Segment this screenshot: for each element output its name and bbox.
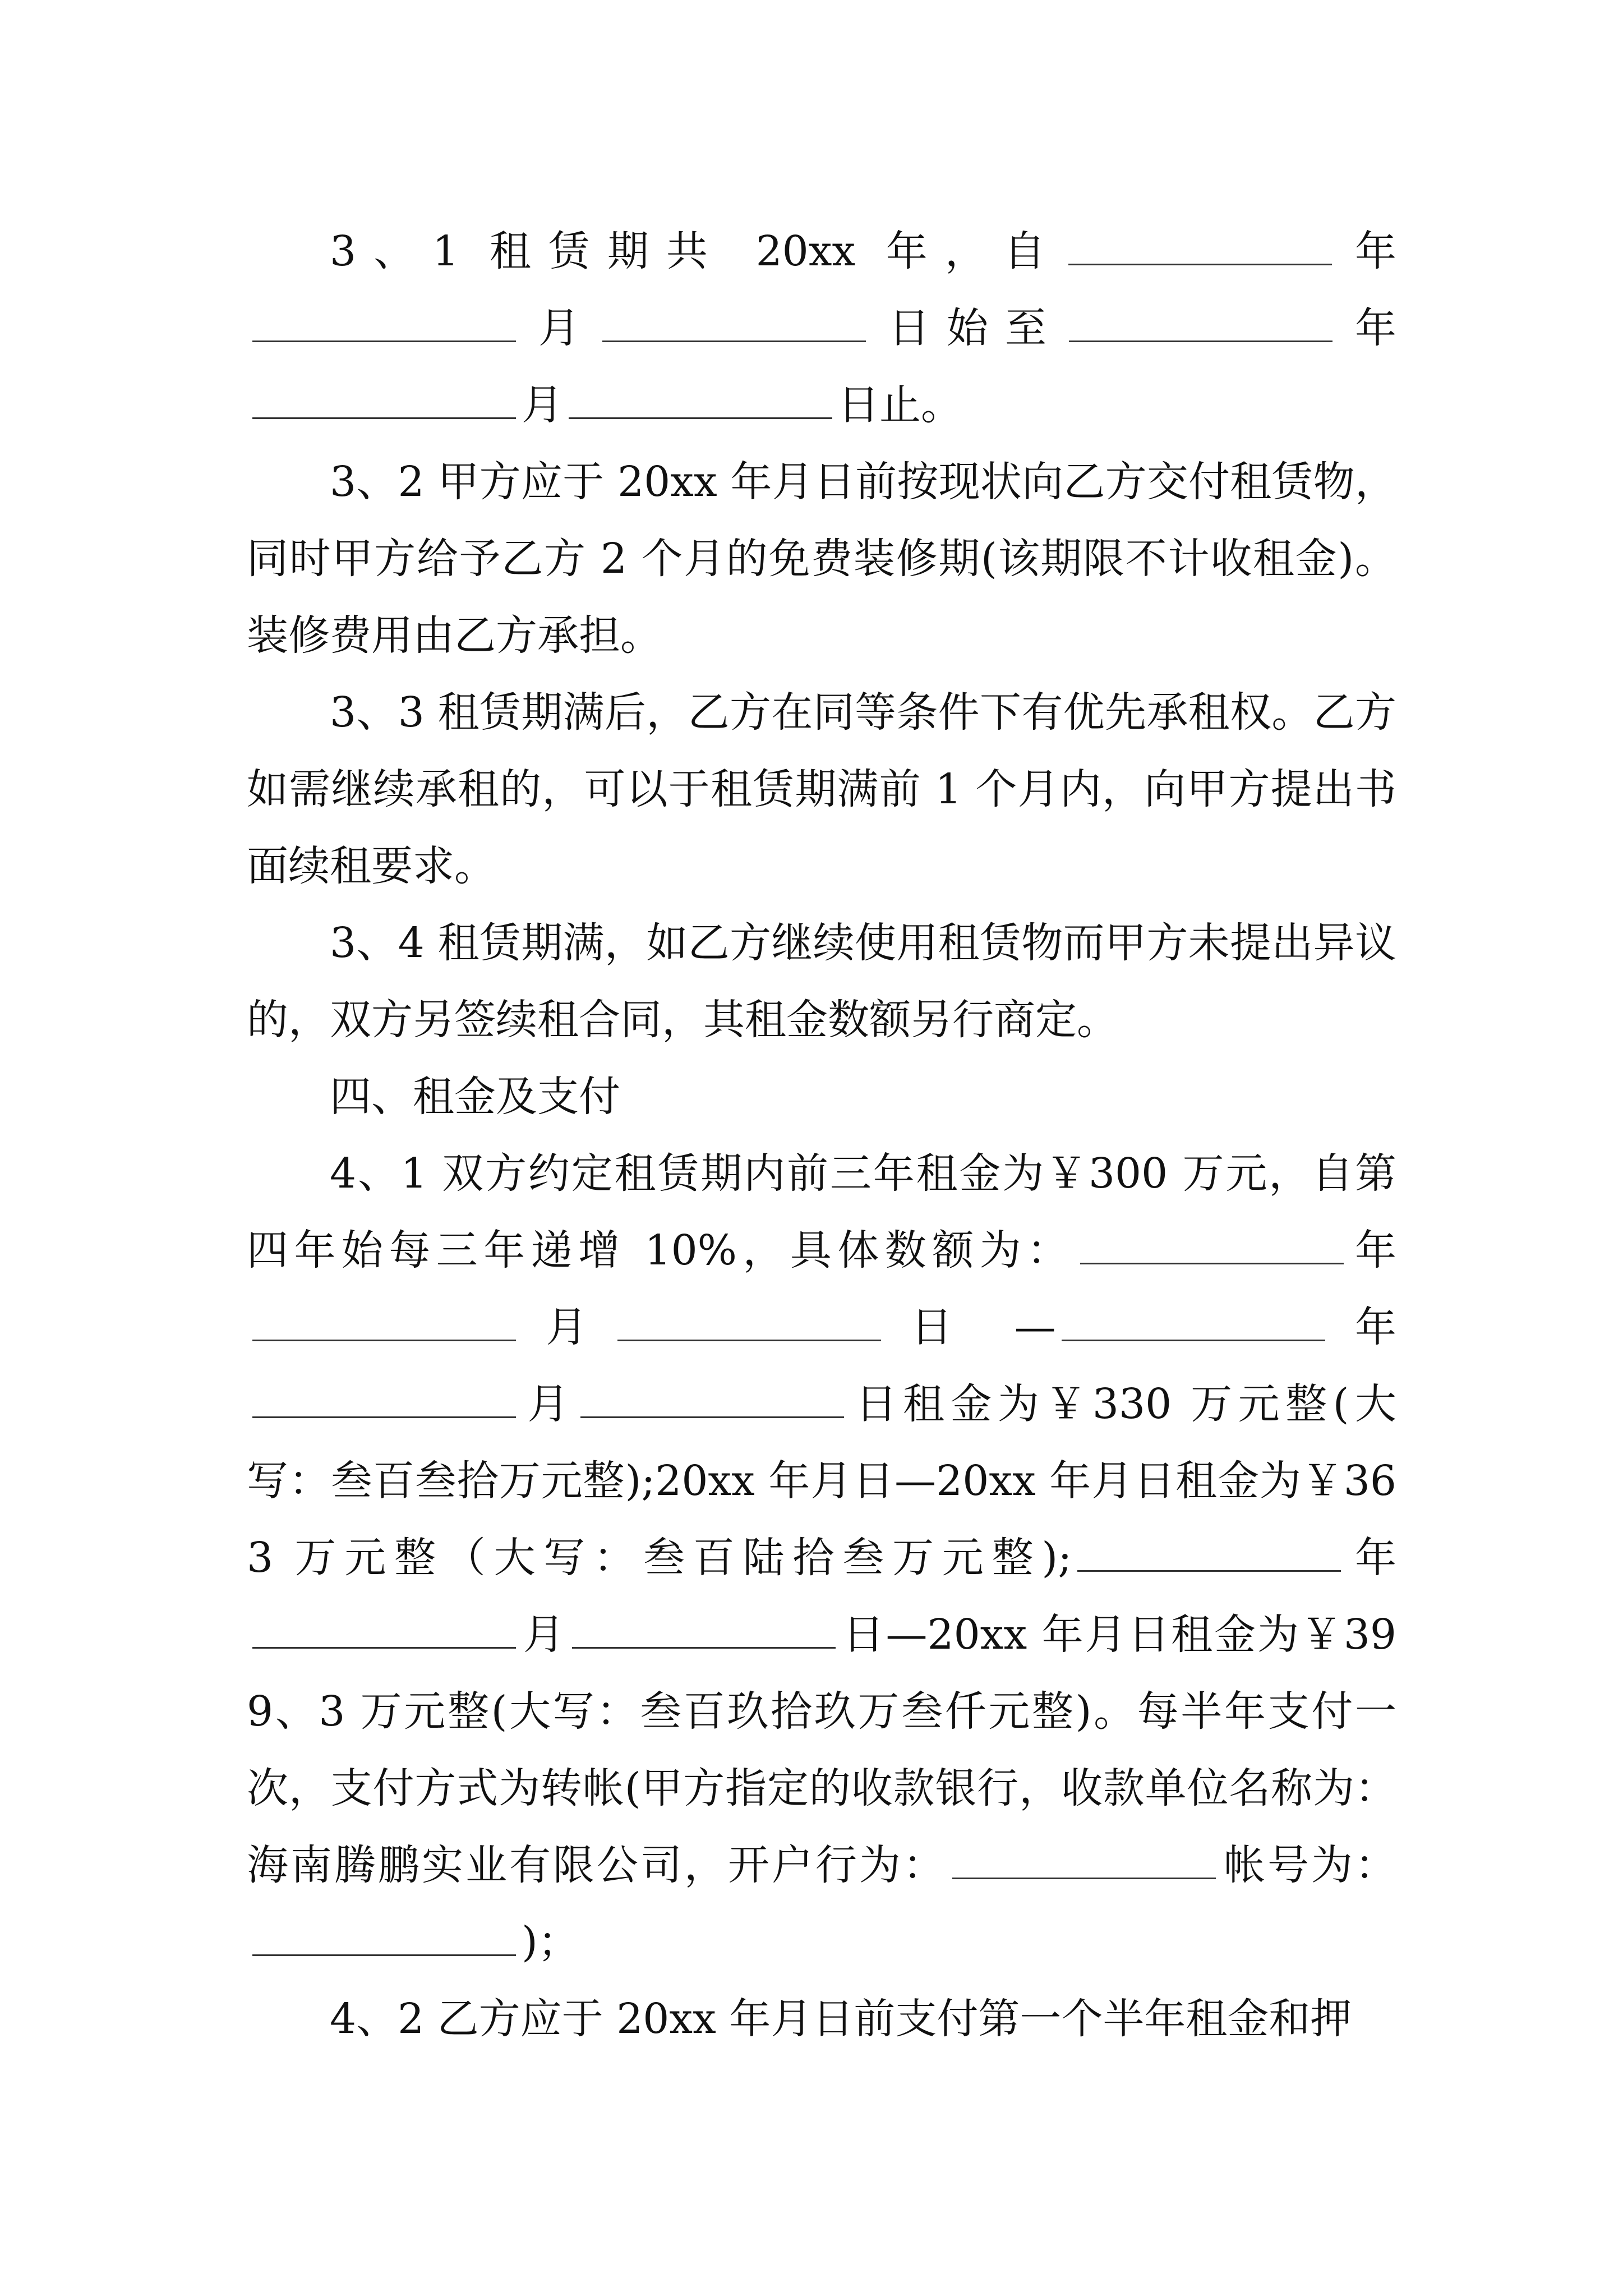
blank-line xyxy=(252,1306,516,1341)
paragraph-3-1 xyxy=(247,213,1396,444)
paragraph-3-3: 3、3 租赁期满后，乙方在同等条件下有优先承租权。乙方如需继续承租的，可以于租赁期满前 1 个月内，向甲方提出书面续租要求。 xyxy=(247,688,1396,890)
para-3-1-text-g: 日止。 xyxy=(838,381,962,429)
blank-line xyxy=(580,1383,844,1418)
para-3-1-text-a: 3、1 租赁期共 20xx 年，自 xyxy=(330,227,1063,275)
para-3-1-text-e: 年 xyxy=(1338,304,1396,352)
document-body xyxy=(247,213,1396,2058)
blank-line xyxy=(569,384,832,419)
blank-line xyxy=(1068,230,1332,265)
para-4-1-text-c: 月 xyxy=(522,1303,612,1351)
para-3-1-text-c: 月 xyxy=(522,304,597,352)
blank-line xyxy=(602,307,866,342)
blank-line xyxy=(1062,1306,1325,1341)
para-4-1-text-i: 月 xyxy=(522,1611,566,1659)
blank-line xyxy=(252,307,516,342)
blank-line xyxy=(572,1613,836,1649)
para-4-1-text-a: 4、1 双方约定租赁期内前三年租金为￥300 万元，自第四年始每三年递增 10%，具体数额为： xyxy=(247,1149,1396,1274)
para-4-1-text-h: 年 xyxy=(1347,1534,1397,1582)
section-heading-4: 四、租金及支付 xyxy=(330,1073,620,1121)
para-3-1-text-f: 月 xyxy=(522,381,563,429)
blank-line xyxy=(1080,1229,1344,1264)
blank-line xyxy=(252,1383,516,1418)
para-4-1-text-k: 帐号为： xyxy=(1221,1841,1396,1889)
paragraph-4-1 xyxy=(247,1135,1396,1981)
para-3-1-text-d: 日始至 xyxy=(872,304,1063,352)
para-3-1-text-b: 年 xyxy=(1337,227,1397,275)
blank-line xyxy=(1069,307,1332,342)
para-4-1-text-f: 月 xyxy=(522,1380,575,1428)
paragraph-4-2: 4、2 乙方应于 20xx 年月日前支付第一个半年租金和押 xyxy=(330,1995,1352,2043)
blank-line xyxy=(617,1306,881,1341)
blank-line xyxy=(1077,1536,1341,1572)
para-4-1-text-l: )； xyxy=(522,1918,579,1966)
para-4-1-text-j: 日—20xx 年月日租金为￥399、3 万元整(大写：叁百玖拾玖万叁仟元整)。每半年支付一次，支付方式为转帐(甲方指定的收款银行，收款单位名称为：海南腾鹏实业有限公司，开户行为： xyxy=(247,1611,1396,1889)
blank-line xyxy=(252,384,516,419)
blank-line xyxy=(252,1921,516,1956)
para-4-1-text-b: 年 xyxy=(1349,1226,1397,1274)
blank-line xyxy=(952,1844,1216,1879)
para-4-1-text-g: 日租金为￥330 万元整(大写：叁百叁拾万元整);20xx 年月日—20xx 年月日租金为￥363 万元整（大写：叁百陆拾叁万元整); xyxy=(247,1380,1396,1582)
paragraph-3-2: 3、2 甲方应于 20xx 年月日前按现状向乙方交付租赁物，同时甲方给予乙方 2 个月的免费装修期(该期限不计收租金)。装修费用由乙方承担。 xyxy=(247,458,1396,660)
paragraph-3-4: 3、4 租赁期满，如乙方继续使用租赁物而甲方未提出异议的，双方另签续租合同，其租金数额另行商定。 xyxy=(247,919,1396,1044)
para-4-1-text-e: 年 xyxy=(1330,1303,1397,1351)
blank-line xyxy=(252,1613,516,1649)
para-4-1-text-d: 日 — xyxy=(886,1303,1056,1351)
